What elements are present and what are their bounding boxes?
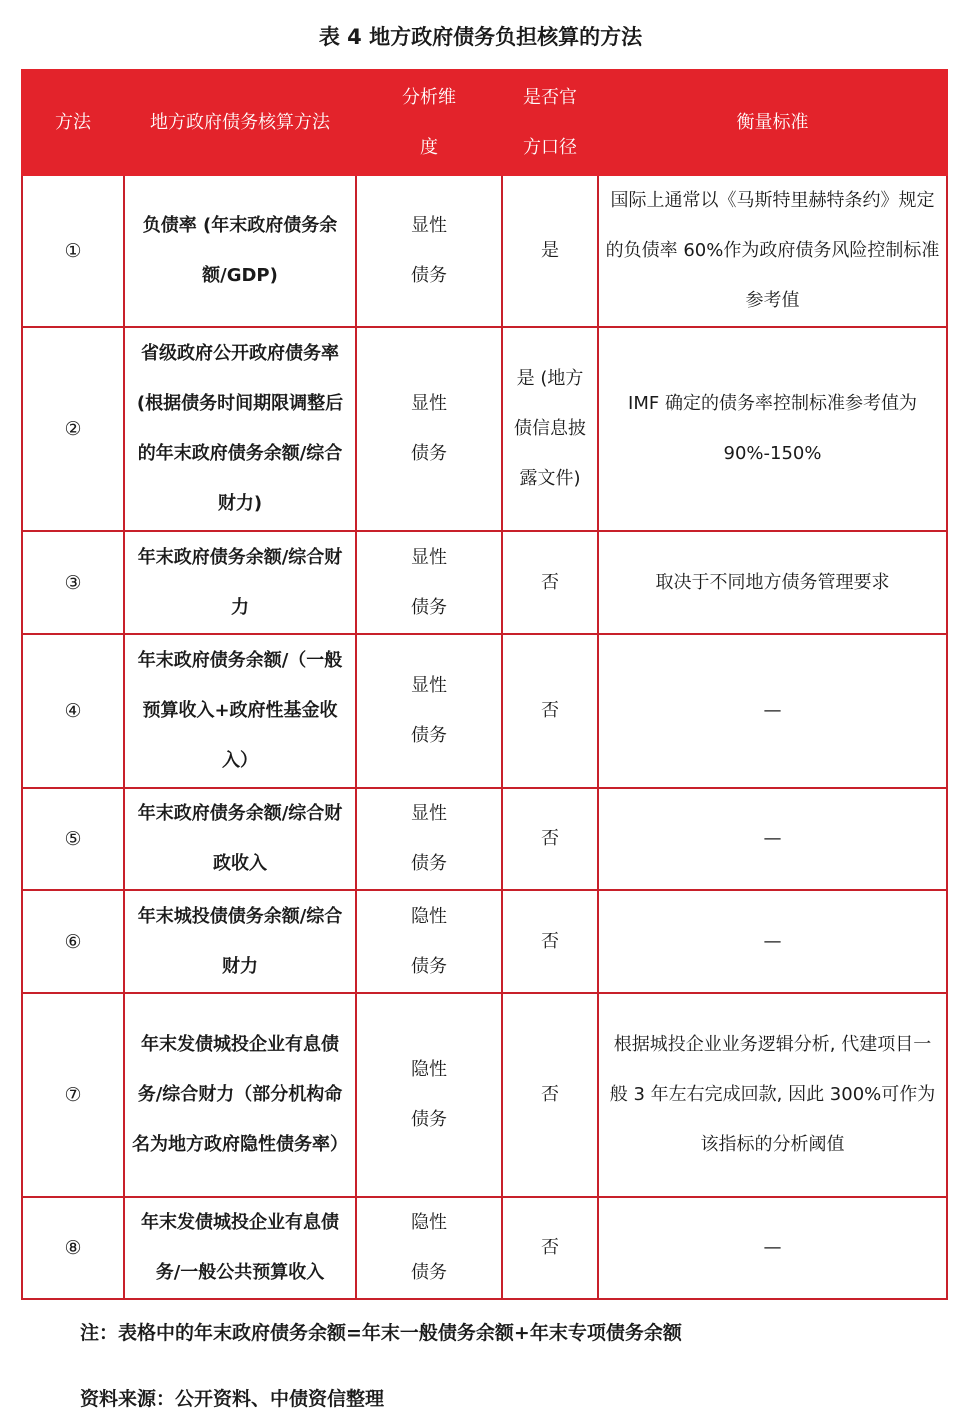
row-method: ⑤ bbox=[22, 788, 124, 890]
row-method: ⑥ bbox=[22, 890, 124, 993]
table-row bbox=[22, 1197, 947, 1299]
row-dimension: 隐性债务 bbox=[356, 993, 502, 1197]
data-source: 资料来源：公开资料、中债资信整理 bbox=[80, 1388, 385, 1410]
row-standard: IMF 确定的债务率控制标准参考值为 90%-150% bbox=[598, 327, 947, 531]
header-official: 是否官方口径 bbox=[502, 70, 598, 175]
row-dimension: 显性债务 bbox=[356, 634, 502, 788]
row-method: ⑧ bbox=[22, 1197, 124, 1299]
table-header-row bbox=[22, 70, 947, 175]
header-dimension: 分析维度 bbox=[356, 70, 502, 175]
row-standard: — bbox=[598, 890, 947, 993]
table-row bbox=[22, 634, 947, 788]
row-calc: 年末发债城投企业有息债务/综合财力（部分机构命名为地方政府隐性债务率） bbox=[124, 993, 356, 1197]
row-standard: — bbox=[598, 788, 947, 890]
row-calc: 年末城投债债务余额/综合财力 bbox=[124, 890, 356, 993]
table-row bbox=[22, 890, 947, 993]
table-title: 表 4 地方政府债务负担核算的方法 bbox=[318, 25, 643, 49]
row-calc: 年末发债城投企业有息债务/一般公共预算收入 bbox=[124, 1197, 356, 1299]
row-calc: 年末政府债务余额/（一般预算收入+政府性基金收入） bbox=[124, 634, 356, 788]
row-dimension: 显性债务 bbox=[356, 531, 502, 634]
row-method: ⑦ bbox=[22, 993, 124, 1197]
row-method: ① bbox=[22, 175, 124, 327]
row-calc: 年末政府债务余额/综合财政收入 bbox=[124, 788, 356, 890]
row-dimension: 显性债务 bbox=[356, 788, 502, 890]
table-row bbox=[22, 993, 947, 1197]
row-official: 否 bbox=[502, 531, 598, 634]
row-dimension: 隐性债务 bbox=[356, 1197, 502, 1299]
row-dimension: 隐性债务 bbox=[356, 890, 502, 993]
row-standard: — bbox=[598, 634, 947, 788]
row-method: ② bbox=[22, 327, 124, 531]
row-official: 是 (地方债信息披露文件) bbox=[502, 327, 598, 531]
header-standard: 衡量标准 bbox=[598, 70, 947, 175]
row-calc: 省级政府公开政府债务率 (根据债务时间期限调整后的年末政府债务余额/综合财力) bbox=[124, 327, 356, 531]
header-calc: 地方政府债务核算方法 bbox=[124, 70, 356, 175]
row-dimension: 显性债务 bbox=[356, 175, 502, 327]
row-method: ③ bbox=[22, 531, 124, 634]
row-method: ④ bbox=[22, 634, 124, 788]
row-dimension: 显性债务 bbox=[356, 327, 502, 531]
row-official: 否 bbox=[502, 1197, 598, 1299]
row-calc: 年末政府债务余额/综合财力 bbox=[124, 531, 356, 634]
row-official: 否 bbox=[502, 993, 598, 1197]
row-official: 否 bbox=[502, 890, 598, 993]
row-standard: 国际上通常以《马斯特里赫特条约》规定的负债率 60%作为政府债务风险控制标准参考值 bbox=[598, 175, 947, 327]
row-standard: — bbox=[598, 1197, 947, 1299]
table-row bbox=[22, 531, 947, 634]
table-row bbox=[22, 175, 947, 327]
row-standard: 根据城投企业业务逻辑分析, 代建项目一般 3 年左右完成回款, 因此 300%可作为该指标的分析阈值 bbox=[598, 993, 947, 1197]
row-official: 是 bbox=[502, 175, 598, 327]
table-row bbox=[22, 788, 947, 890]
row-standard: 取决于不同地方债务管理要求 bbox=[598, 531, 947, 634]
header-method: 方法 bbox=[22, 70, 124, 175]
debt-method-table bbox=[21, 69, 948, 1300]
row-calc: 负债率 (年末政府债务余额/GDP) bbox=[124, 175, 356, 327]
row-official: 否 bbox=[502, 788, 598, 890]
row-official: 否 bbox=[502, 634, 598, 788]
table-note: 注：表格中的年末政府债务余额=年末一般债务余额+年末专项债务余额 bbox=[80, 1322, 682, 1344]
table-row bbox=[22, 327, 947, 531]
